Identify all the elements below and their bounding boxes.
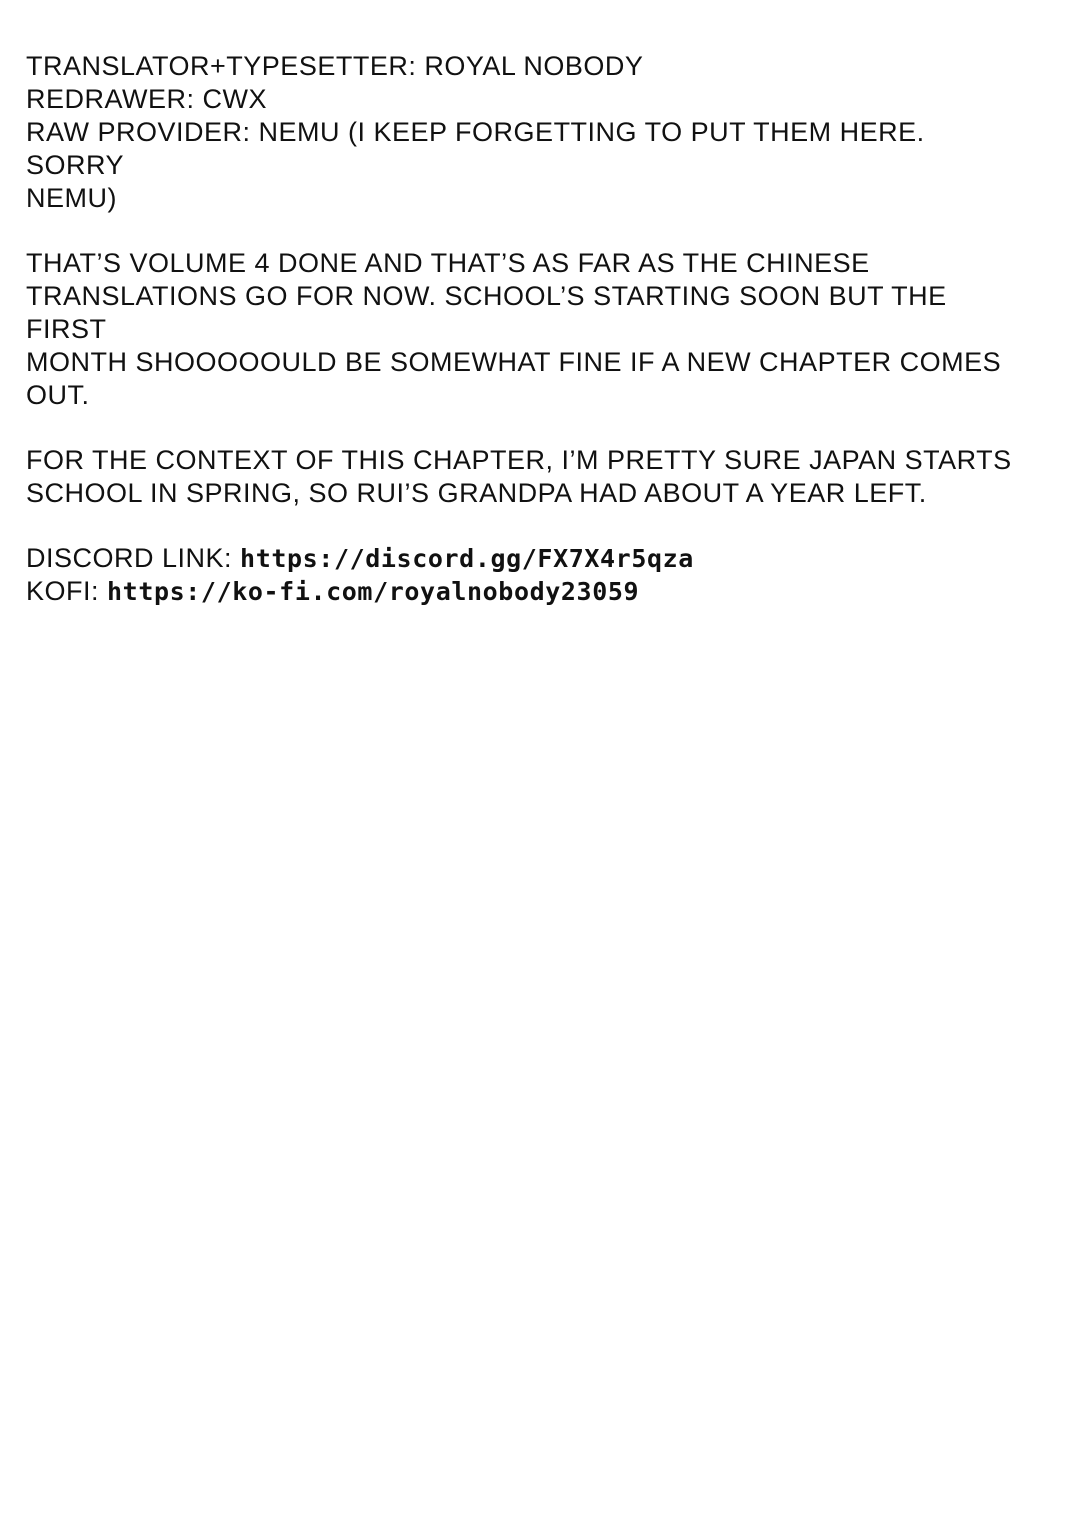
context-note-paragraph <box>26 444 1026 510</box>
discord-link[interactable]: https://discord.gg/FX7X4r5qza <box>240 544 694 573</box>
credits-section <box>26 50 1026 215</box>
paragraph-line: THAT’S VOLUME 4 DONE AND THAT’S AS FAR AS THE CHINESE <box>26 248 870 278</box>
kofi-link-row <box>26 575 1026 608</box>
redrawer-credit: REDRAWER: CWX <box>26 84 267 114</box>
raw-provider-credit-continued: NEMU) <box>26 183 117 213</box>
paragraph-line: MONTH SHOOOOOULD BE SOMEWHAT FINE IF A NEW CHAPTER COMES <box>26 347 1002 377</box>
paragraph-line: SCHOOL IN SPRING, SO RUI’S GRANDPA HAD ABOUT A YEAR LEFT. <box>26 478 927 508</box>
volume-note-paragraph <box>26 247 1026 412</box>
discord-link-row <box>26 542 1026 575</box>
kofi-label: KOFI: <box>26 576 108 606</box>
kofi-link[interactable]: https://ko-fi.com/royalnobody23059 <box>107 577 640 606</box>
paragraph-line: OUT. <box>26 380 90 410</box>
notes-block <box>26 50 1026 640</box>
paragraph-line: FOR THE CONTEXT OF THIS CHAPTER, I’M PRETTY SURE JAPAN STARTS <box>26 445 1012 475</box>
paragraph-line: TRANSLATIONS GO FOR NOW. SCHOOL’S STARTING SOON BUT THE FIRST <box>26 281 955 344</box>
translator-credit: TRANSLATOR+TYPESETTER: ROYAL NOBODY <box>26 51 644 81</box>
links-section <box>26 542 1026 608</box>
discord-label: DISCORD LINK: <box>26 543 241 573</box>
raw-provider-credit: RAW PROVIDER: NEMU (I KEEP FORGETTING TO PUT THEM HERE. SORRY <box>26 117 933 180</box>
